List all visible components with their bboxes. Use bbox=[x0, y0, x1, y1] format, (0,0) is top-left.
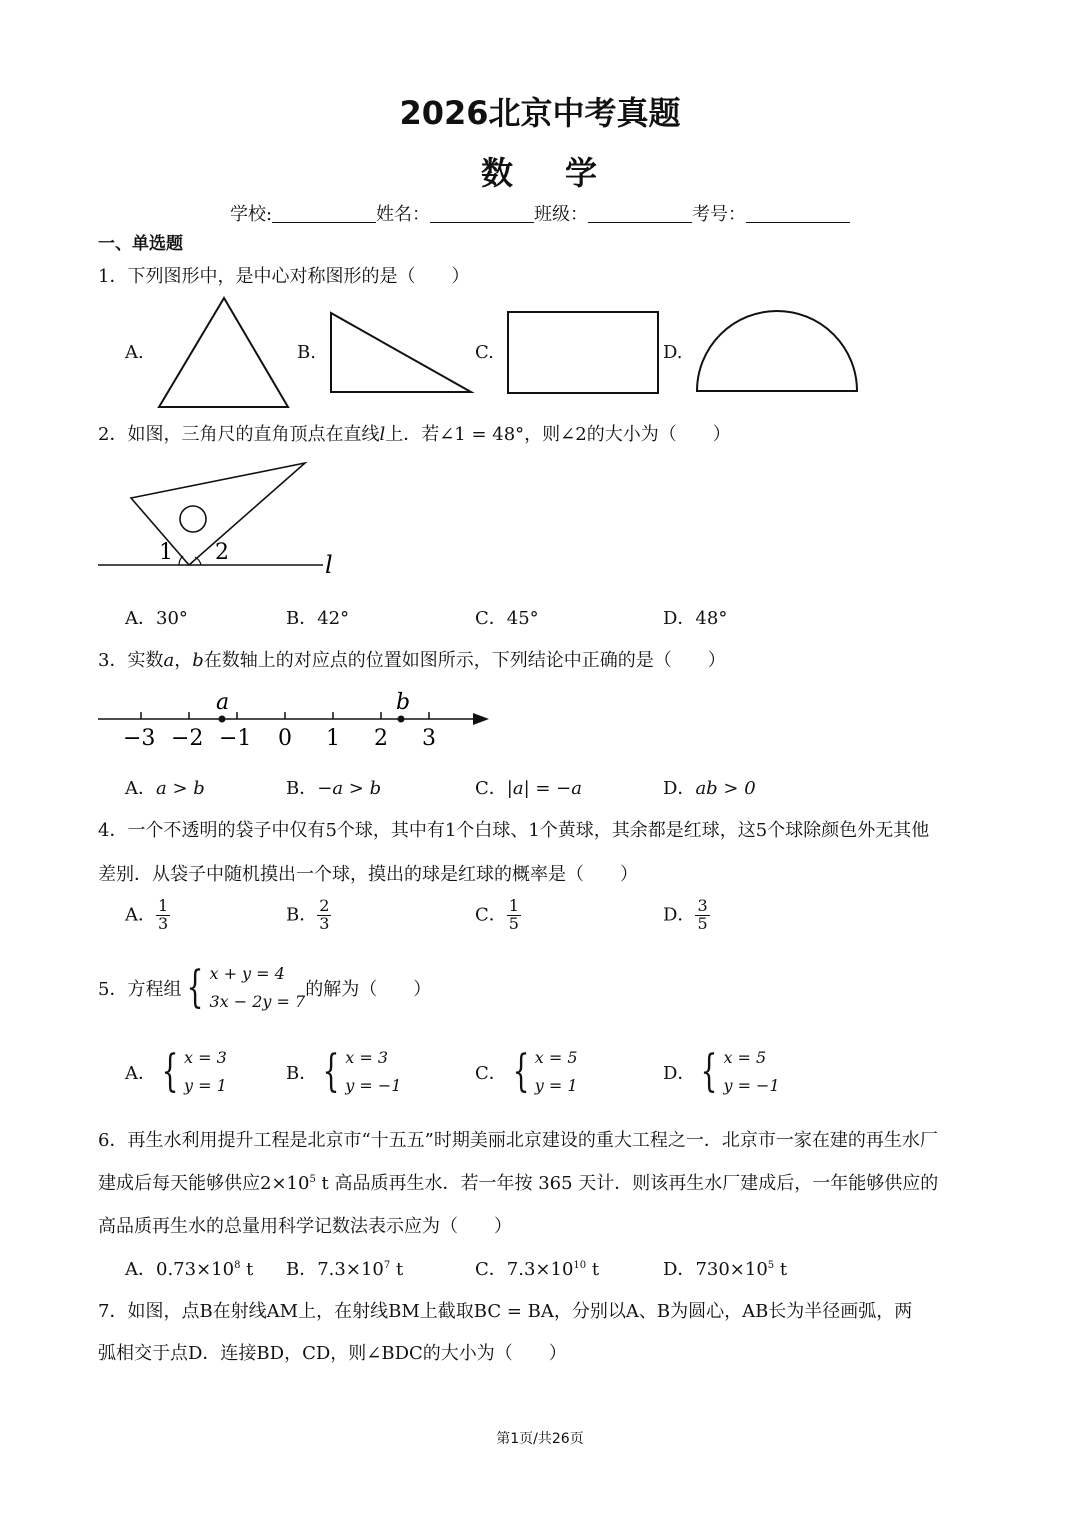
q2-option-b: B．42° bbox=[286, 608, 350, 629]
q3-option-b-expr: −a > b bbox=[317, 778, 382, 799]
q3-option-c-expr: |a| = −a bbox=[506, 778, 582, 799]
q3-option-a: A．a > b bbox=[125, 778, 205, 799]
number-line bbox=[95, 685, 495, 755]
tick-label: 2 bbox=[374, 726, 388, 751]
class-label: 班级： bbox=[534, 204, 589, 225]
q4-option-a: A． $\frac{1}{3}$ bbox=[125, 896, 169, 933]
q2-option-d: D．48° bbox=[663, 608, 728, 629]
q3-stem bbox=[98, 646, 726, 672]
q6-option-b: B．$7.3\times 10^7$ t bbox=[286, 1259, 404, 1280]
fraction: $\frac{1}{3}$ bbox=[158, 896, 169, 933]
equation-system: x + y = 4 3x − 2y = 7 bbox=[209, 964, 306, 1011]
q1-figures bbox=[150, 290, 870, 415]
q5-option-d: D． { x = 5 y = −1 bbox=[663, 1046, 780, 1097]
school-blank bbox=[272, 204, 376, 223]
section-heading: 一、单选题 bbox=[98, 234, 183, 254]
tick-label: −2 bbox=[171, 726, 204, 751]
q3-stem-part2: 在数轴上的对应点的位置如图所示，下列结论中正确的是（ ） bbox=[203, 650, 726, 671]
q1-option-a-label: A. bbox=[125, 342, 144, 363]
q2-stem-part2: 上．若∠1 = 48°，则∠2的大小为（ ） bbox=[385, 424, 731, 445]
q3-var-a: a bbox=[163, 650, 175, 671]
q5-option-a: A． { x = 3 y = 1 bbox=[125, 1046, 227, 1097]
class-blank bbox=[588, 204, 692, 223]
tick-label: −1 bbox=[219, 726, 252, 751]
q7-stem-line1: 7．如图，点B在射线AM上，在射线BM上截取BC = BA，分别以A、B为圆心，AB长为半径画弧，两 bbox=[98, 1301, 913, 1322]
page-title: 2026北京中考真题 bbox=[399, 94, 681, 132]
page-number: 第1页/共26页 bbox=[496, 1431, 584, 1447]
fraction: $\frac{3}{5}$ bbox=[697, 896, 708, 933]
subject-char-1: 数 bbox=[480, 154, 515, 192]
rectangle-shape bbox=[508, 312, 658, 393]
q1-stem: 1．下列图形中，是中心对称图形的是（ ） bbox=[98, 266, 470, 287]
id-blank bbox=[746, 204, 850, 223]
q2-stem bbox=[98, 420, 731, 446]
tick-label: −3 bbox=[123, 726, 156, 751]
point-b-label: b bbox=[396, 690, 411, 715]
q3-stem-part1: 3．实数 bbox=[98, 650, 164, 671]
q7-stem-line2: 弧相交于点D．连接BD，CD，则∠BDC的大小为（ ） bbox=[98, 1343, 567, 1364]
q6-stem-line1: 6．再生水利用提升工程是北京市“十五五”时期美丽北京建设的重大工程之一．北京市一家在建的再生水厂 bbox=[98, 1130, 938, 1151]
q4-option-b: B． $\frac{2}{3}$ bbox=[286, 896, 330, 933]
q4-option-d: D． $\frac{3}{5}$ bbox=[663, 896, 708, 933]
q2-option-c: C．45° bbox=[475, 608, 539, 629]
name-blank bbox=[430, 204, 534, 223]
subject-title bbox=[0, 148, 1080, 194]
fraction: $\frac{1}{5}$ bbox=[508, 896, 519, 933]
q5-option-c: C． { x = 5 y = 1 bbox=[475, 1046, 578, 1097]
point-a-label: a bbox=[216, 690, 230, 715]
q5-option-b: B． { x = 3 y = −1 bbox=[286, 1046, 402, 1097]
tick-label: 1 bbox=[326, 726, 340, 751]
q3-option-d-expr: ab > 0 bbox=[695, 778, 756, 799]
q1-option-b-label: B. bbox=[297, 342, 316, 363]
tick-label: 0 bbox=[278, 726, 292, 751]
q1-option-c-label: C. bbox=[475, 342, 494, 363]
q6-option-d: D．$730\times 10^5$ t bbox=[663, 1259, 788, 1280]
angle-1-label: 1 bbox=[159, 540, 173, 565]
q3-option-c: C．|a| = −a bbox=[475, 778, 582, 799]
q2-figure bbox=[95, 455, 355, 580]
id-label: 考号： bbox=[692, 204, 747, 225]
right-triangle-shape bbox=[331, 313, 471, 392]
q1-option-d-label: D. bbox=[663, 342, 683, 363]
q3-sep: ， bbox=[174, 650, 193, 671]
line-l-label: l bbox=[325, 551, 333, 579]
q2-stem-line-var: l bbox=[379, 424, 386, 445]
q4-option-c: C． $\frac{1}{5}$ bbox=[475, 896, 519, 933]
name-label: 姓名： bbox=[376, 204, 431, 225]
q2-option-a: A．30° bbox=[125, 608, 188, 629]
student-info-line bbox=[0, 200, 1080, 226]
q3-option-a-expr: a > b bbox=[156, 778, 205, 799]
triangle-shape bbox=[159, 298, 288, 407]
q6-option-a: A．$0.73\times 10^8$ t bbox=[125, 1259, 254, 1280]
q6-option-c: C．$7.3\times 10^{10}$ t bbox=[475, 1259, 600, 1280]
semicircle-shape bbox=[697, 311, 857, 391]
q3-option-b: B．−a > b bbox=[286, 778, 382, 799]
q3-var-b: b bbox=[192, 650, 204, 671]
q4-stem-line2: 差别．从袋子中随机摸出一个球，摸出的球是红球的概率是（ ） bbox=[98, 864, 638, 885]
q3-option-d: D．ab > 0 bbox=[663, 778, 756, 799]
q5-stem: 5．方程组 { x + y = 4 3x − 2y = 7 的解为（ ） bbox=[98, 960, 431, 1016]
q2-stem-part1: 2．如图，三角尺的直角顶点在直线 bbox=[98, 424, 380, 445]
tick-label: 3 bbox=[422, 726, 436, 751]
q4-stem-line1: 4．一个不透明的袋子中仅有5个球，其中有1个白球、1个黄球，其余都是红球，这5个球除颜色外无其他 bbox=[98, 820, 930, 841]
q6-stem-line2: 建成后每天能够供应$2\times 10^5$ t 高品质再生水．若一年按 365 天计．则该再生水厂建成后，一年能够供应的 bbox=[98, 1173, 939, 1194]
school-label: 学校: bbox=[229, 204, 273, 225]
subject-char-2: 学 bbox=[565, 154, 600, 192]
fraction: $\frac{2}{3}$ bbox=[319, 896, 330, 933]
angle-2-label: 2 bbox=[215, 540, 229, 565]
q6-stem-line3: 高品质再生水的总量用科学记数法表示应为（ ） bbox=[98, 1216, 512, 1237]
